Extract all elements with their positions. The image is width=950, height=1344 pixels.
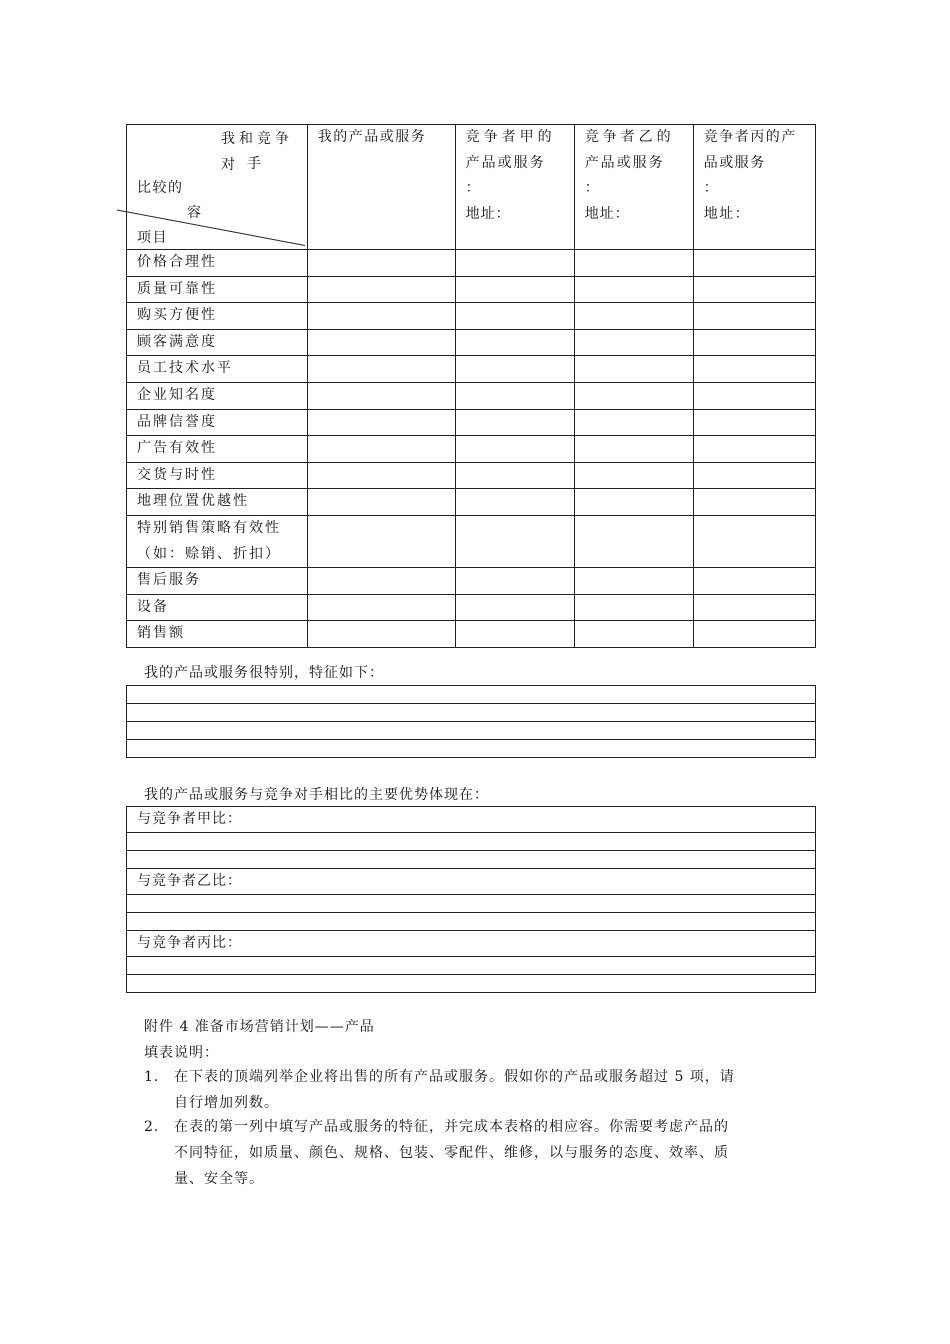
input-cell[interactable] (455, 250, 574, 277)
table-row (127, 462, 816, 489)
row-label-text: 品牌信誉度 (137, 413, 217, 430)
row-label (127, 409, 308, 436)
advantage-label-a: 与竞争者甲比： (127, 807, 815, 833)
appendix-subtitle: 填表说明： (144, 1045, 219, 1061)
input-cell[interactable] (307, 409, 455, 436)
corner-top-line1: 我和竞争对 (221, 131, 293, 173)
input-cell[interactable] (574, 568, 693, 595)
input-cell[interactable] (455, 568, 574, 595)
input-cell[interactable] (455, 621, 574, 648)
corner-bottom: 项目 (137, 230, 168, 246)
input-cell[interactable] (574, 329, 693, 356)
input-cell[interactable] (574, 594, 693, 621)
row-label-text: 购买方便性 (137, 307, 217, 324)
advantages-box[interactable] (126, 806, 816, 993)
column-header-line: 竞争者乙的 (584, 129, 675, 145)
table-row (127, 489, 816, 516)
row-label-text: 交货与时性 (137, 466, 217, 483)
row-label-text: 广告有效性 (137, 440, 217, 457)
input-cell[interactable] (574, 303, 693, 330)
blank-line[interactable] (127, 851, 815, 869)
input-cell[interactable] (693, 621, 815, 648)
table-row (127, 303, 816, 330)
row-label (127, 356, 308, 383)
column-header-line: 产品或服务 (584, 154, 665, 171)
instruction-item-2 (144, 1114, 814, 1192)
input-cell[interactable] (693, 250, 815, 277)
corner-mid-line2: 容 (187, 205, 203, 221)
instruction-number: 1. (144, 1069, 160, 1085)
input-cell[interactable] (307, 436, 455, 463)
input-cell[interactable] (455, 594, 574, 621)
input-cell[interactable] (455, 489, 574, 516)
input-cell[interactable] (693, 436, 815, 463)
row-label-text: 顾客满意度 (137, 333, 217, 350)
row-label (127, 276, 308, 303)
input-cell[interactable] (574, 250, 693, 277)
advantages-title: 我的产品或服务与竞争对手相比的主要优势体现在： (144, 787, 489, 803)
row-label (127, 329, 308, 356)
instruction-line: 在下表的顶端列举企业将出售的所有产品或服务。假如你的产品或服务超过 5 项，请 (174, 1069, 735, 1085)
instruction-number: 2. (144, 1119, 160, 1135)
input-cell[interactable] (307, 356, 455, 383)
column-header-competitor-a (455, 125, 574, 250)
advantage-label-b: 与竞争者乙比： (127, 869, 815, 895)
row-label (127, 621, 308, 648)
blank-line[interactable] (127, 975, 815, 992)
input-cell[interactable] (693, 489, 815, 516)
row-label (127, 250, 308, 277)
input-cell[interactable] (455, 382, 574, 409)
input-cell[interactable] (693, 515, 815, 567)
column-header-competitor-c (693, 125, 815, 250)
column-header-line: ： (703, 180, 720, 197)
advantage-label-c: 与竞争者丙比： (127, 931, 815, 957)
input-cell[interactable] (693, 356, 815, 383)
row-label (127, 303, 308, 330)
input-cell[interactable] (455, 303, 574, 330)
row-label-text: 质量可靠性 (137, 280, 217, 297)
input-cell[interactable] (693, 303, 815, 330)
input-cell[interactable] (455, 436, 574, 463)
input-cell[interactable] (574, 621, 693, 648)
special-features-blank-lines[interactable] (126, 685, 816, 758)
input-cell[interactable] (574, 462, 693, 489)
input-cell[interactable] (574, 276, 693, 303)
row-label (127, 489, 308, 516)
corner-mid-line1: 比较的 (137, 180, 184, 196)
input-cell[interactable] (455, 356, 574, 383)
row-label-text: 地理位置优越性 (137, 493, 249, 510)
blank-line[interactable] (127, 957, 815, 975)
row-label (127, 462, 308, 489)
blank-line[interactable] (127, 686, 815, 704)
row-label-text-2: （如：赊销、折扣） (137, 545, 281, 562)
input-cell[interactable] (693, 409, 815, 436)
column-header-line: 我的产品或服务 (317, 129, 427, 145)
table-header-row (127, 125, 816, 250)
input-cell[interactable] (307, 382, 455, 409)
column-header-competitor-b (574, 125, 693, 250)
column-header-line: 竞争者甲的 (465, 129, 556, 145)
blank-line[interactable] (127, 895, 815, 913)
table-row (127, 409, 816, 436)
instruction-item-1 (144, 1064, 814, 1116)
table-row (127, 276, 816, 303)
table-row (127, 250, 816, 277)
row-label-text: 特别销售策略有效性 (137, 519, 281, 536)
column-header-address: 地址： (584, 205, 630, 222)
input-cell[interactable] (455, 276, 574, 303)
blank-line[interactable] (127, 913, 815, 931)
comparison-table (126, 124, 816, 648)
table-row (127, 568, 816, 595)
blank-line[interactable] (127, 833, 815, 851)
input-cell[interactable] (574, 515, 693, 567)
input-cell[interactable] (693, 568, 815, 595)
input-cell[interactable] (307, 568, 455, 595)
input-cell[interactable] (693, 462, 815, 489)
input-cell[interactable] (307, 594, 455, 621)
instruction-line: 在表的第一列中填写产品或服务的特征，并完成本表格的相应容。你需要考虑产品的 (174, 1119, 729, 1135)
input-cell[interactable] (455, 462, 574, 489)
table-row (127, 382, 816, 409)
row-label (127, 515, 308, 567)
input-cell[interactable] (307, 489, 455, 516)
input-cell[interactable] (693, 594, 815, 621)
input-cell[interactable] (574, 436, 693, 463)
blank-line[interactable] (127, 704, 815, 722)
table-row (127, 515, 816, 567)
table-row (127, 436, 816, 463)
table-row (127, 621, 816, 648)
input-cell[interactable] (455, 515, 574, 567)
input-cell[interactable] (307, 276, 455, 303)
input-cell[interactable] (574, 356, 693, 383)
input-cell[interactable] (574, 382, 693, 409)
input-cell[interactable] (307, 462, 455, 489)
instruction-line: 量、安全等。 (174, 1171, 264, 1187)
column-header-line: ： (465, 180, 484, 197)
table-row (127, 329, 816, 356)
column-header-line: 竞争者丙的产 (703, 129, 797, 145)
row-label-text: 售后服务 (137, 572, 201, 589)
column-header-mine (307, 125, 455, 250)
input-cell[interactable] (574, 489, 693, 516)
input-cell[interactable] (307, 250, 455, 277)
special-features-title: 我的产品或服务很特别，特征如下： (144, 665, 384, 681)
row-label (127, 568, 308, 595)
column-header-address: 地址： (465, 205, 511, 222)
blank-line[interactable] (127, 722, 815, 740)
instruction-line: 自行增加列数。 (174, 1095, 279, 1111)
table-body (127, 250, 816, 648)
input-cell[interactable] (455, 409, 574, 436)
table-row (127, 356, 816, 383)
instruction-line: 不同特征，如质量、颜色、规格、包装、零配件、维修，以与服务的态度、效率、质 (174, 1145, 729, 1161)
row-label-text: 员工技术水平 (137, 360, 233, 377)
input-cell[interactable] (307, 303, 455, 330)
row-label (127, 436, 308, 463)
table-row (127, 594, 816, 621)
corner-header-cell (127, 125, 308, 250)
corner-top-line2: 手 (247, 156, 263, 172)
appendix-title: 附件 4 准备市场营销计划——产品 (144, 1019, 375, 1035)
input-cell[interactable] (574, 409, 693, 436)
input-cell[interactable] (693, 329, 815, 356)
row-label-text: 价格合理性 (137, 254, 217, 270)
row-label-text: 企业知名度 (137, 386, 217, 403)
column-header-line: 品或服务 (703, 154, 766, 171)
column-header-line: ： (584, 180, 603, 197)
input-cell[interactable] (693, 276, 815, 303)
blank-line[interactable] (127, 740, 815, 757)
row-label-text: 销售额 (137, 625, 185, 642)
input-cell[interactable] (307, 515, 455, 567)
row-label (127, 594, 308, 621)
input-cell[interactable] (307, 329, 455, 356)
column-header-address: 地址： (703, 205, 751, 222)
input-cell[interactable] (455, 329, 574, 356)
row-label (127, 382, 308, 409)
input-cell[interactable] (307, 621, 455, 648)
column-header-line: 产品或服务 (465, 154, 546, 171)
row-label-text: 设备 (137, 598, 169, 615)
input-cell[interactable] (693, 382, 815, 409)
